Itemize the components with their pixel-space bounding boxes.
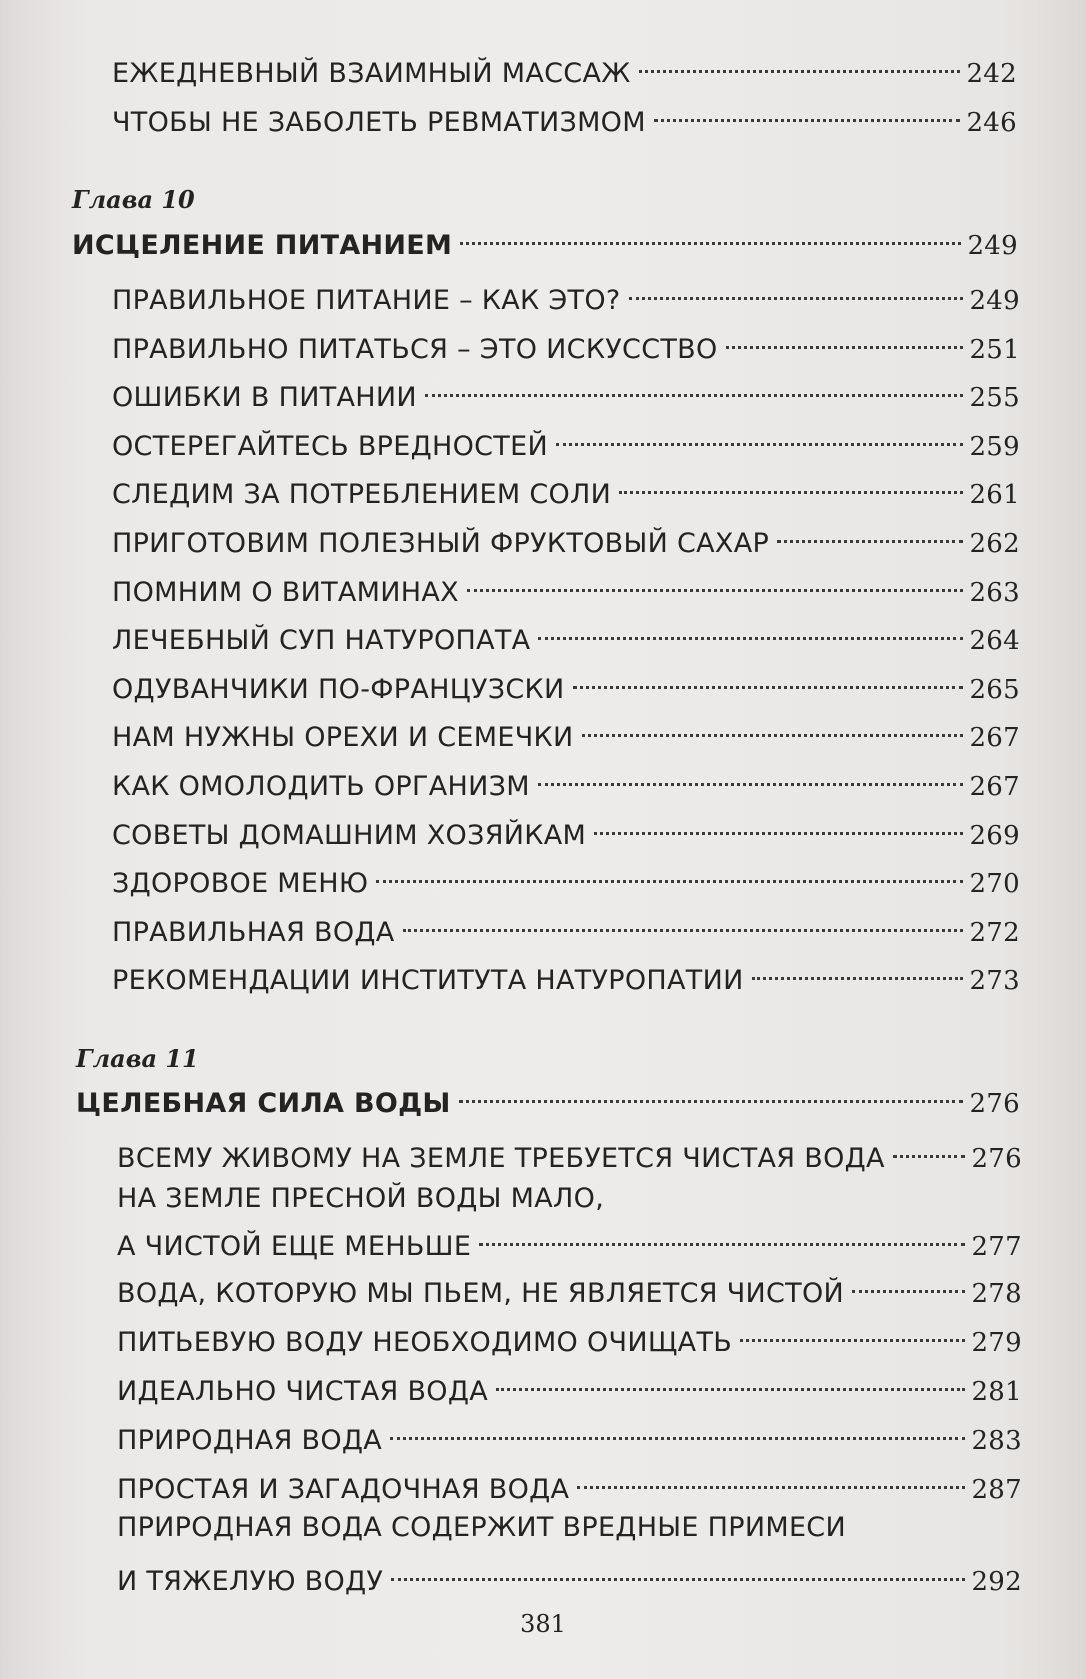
toc-entry-label: А ЧИСТОЙ ЕЩЕ МЕНЬШЕ: [117, 1231, 472, 1262]
toc-entry-label: ПОМНИМ О ВИТАМИНАХ: [112, 577, 459, 608]
toc-entry-label: ОШИБКИ В ПИТАНИИ: [112, 382, 417, 413]
leader-dots: [460, 220, 961, 254]
leader-dots: [538, 615, 963, 649]
leader-dots: [582, 712, 964, 746]
toc-entry-label: ПРИГОТОВИМ ПОЛЕЗНЫЙ ФРУКТОВЫЙ САХАР: [112, 528, 770, 559]
toc-entry-page: 272: [969, 918, 1020, 948]
toc-entry-label-line1: НА ЗЕМЛЕ ПРЕСНОЙ ВОДЫ МАЛО,: [117, 1183, 605, 1214]
leader-dots: [376, 858, 963, 892]
leader-dots: [639, 48, 961, 82]
leader-dots: [391, 1556, 965, 1590]
toc-entry-page: 265: [969, 675, 1020, 705]
toc-entry-label: И ТЯЖЕЛУЮ ВОДУ: [117, 1566, 384, 1597]
leader-dots: [740, 1317, 965, 1351]
toc-entry[interactable]: [112, 469, 1020, 512]
toc-entry-page: 276: [969, 1089, 1020, 1119]
chapter-title: ИСЦЕЛЕНИЕ ПИТАНИЕМ: [72, 230, 453, 261]
toc-entry[interactable]: [117, 1268, 1022, 1311]
toc-entry-page: 283: [971, 1426, 1022, 1456]
toc-entry-page: 261: [969, 480, 1020, 510]
leader-dots: [619, 469, 963, 503]
toc-entry[interactable]: [112, 664, 1020, 707]
toc-entry-page: 292: [971, 1567, 1022, 1597]
toc-entry-label: ПИТЬЕВУЮ ВОДУ НЕОБХОДИМО ОЧИЩАТЬ: [117, 1327, 733, 1358]
chapter-label: Глава 11: [76, 1044, 199, 1073]
toc-entry-page: 264: [969, 626, 1020, 656]
toc-entry-page: 277: [971, 1232, 1022, 1262]
toc-entry-page: 251: [969, 335, 1020, 365]
toc-entry-label: ПРАВИЛЬНОЕ ПИТАНИЕ – КАК ЭТО?: [112, 285, 621, 316]
toc-entry-label: ЧТОБЫ НЕ ЗАБОЛЕТЬ РЕВМАТИЗМОМ: [112, 107, 646, 138]
leader-dots: [893, 1133, 966, 1167]
toc-entry-label: РЕКОМЕНДАЦИИ ИНСТИТУТА НАТУРОПАТИИ: [112, 965, 744, 996]
toc-entry-page: 242: [966, 59, 1017, 89]
leader-dots: [654, 97, 961, 131]
toc-entry-page: 246: [966, 108, 1017, 138]
leader-dots: [403, 907, 964, 941]
leader-dots: [852, 1268, 965, 1302]
leader-dots: [573, 664, 964, 698]
leader-dots: [629, 275, 964, 309]
toc-entry-page: 249: [967, 231, 1018, 261]
toc-entry[interactable]: [112, 567, 1020, 610]
toc-entry[interactable]: [117, 1556, 1022, 1599]
toc-entry-page: 263: [969, 578, 1020, 608]
toc-entry[interactable]: [112, 810, 1020, 853]
toc-entry[interactable]: [112, 761, 1020, 804]
toc-entry[interactable]: [117, 1415, 1022, 1458]
toc-entry-label: КАК ОМОЛОДИТЬ ОРГАНИЗМ: [112, 771, 530, 802]
toc-entry-label: ОДУВАНЧИКИ ПО-ФРАНЦУЗСКИ: [112, 674, 565, 705]
toc-entry-page: 278: [971, 1279, 1022, 1309]
toc-entry-page: 287: [971, 1475, 1022, 1505]
toc-entry-label: ЛЕЧЕБНЫЙ СУП НАТУРОПАТА: [112, 625, 531, 656]
toc-entry-label: ПРАВИЛЬНО ПИТАТЬСЯ – ЭТО ИСКУССТВО: [112, 334, 718, 365]
toc-entry[interactable]: [112, 97, 1017, 140]
leader-dots: [594, 810, 963, 844]
toc-entry-label: НАМ НУЖНЫ ОРЕХИ И СЕМЕЧКИ: [112, 722, 574, 753]
toc-entry[interactable]: [112, 275, 1020, 318]
toc-entry-page: 269: [969, 821, 1020, 851]
toc-entry[interactable]: [117, 1464, 1022, 1507]
toc-entry[interactable]: [112, 324, 1020, 367]
leader-dots: [777, 518, 963, 552]
chapter-title: ЦЕЛЕБНАЯ СИЛА ВОДЫ: [76, 1088, 451, 1119]
chapter-title-entry[interactable]: [72, 220, 1018, 263]
leader-dots: [459, 1078, 964, 1112]
leader-dots: [538, 761, 964, 795]
toc-entry-page: 267: [969, 772, 1020, 802]
toc-entry[interactable]: [112, 372, 1020, 415]
toc-entry-label: ПРИРОДНАЯ ВОДА: [117, 1425, 383, 1456]
toc-entry-label: ВСЕМУ ЖИВОМУ НА ЗЕМЛЕ ТРЕБУЕТСЯ ЧИСТАЯ ВОДА: [117, 1143, 885, 1174]
toc-entry[interactable]: [112, 712, 1020, 755]
leader-dots: [752, 955, 964, 989]
page-number: 381: [520, 1610, 566, 1638]
toc-entry-label: ЗДОРОВОЕ МЕНЮ: [112, 868, 369, 899]
toc-entry[interactable]: [117, 1317, 1022, 1360]
toc-entry-label: СЛЕДИМ ЗА ПОТРЕБЛЕНИЕМ СОЛИ: [112, 479, 612, 510]
toc-entry-page: 267: [969, 723, 1020, 753]
toc-entry-label: ИДЕАЛЬНО ЧИСТАЯ ВОДА: [117, 1376, 488, 1407]
toc-entry[interactable]: [117, 1133, 1022, 1176]
toc-entry-page: 255: [969, 383, 1020, 413]
toc-entry-page: 279: [971, 1328, 1022, 1358]
toc-entry[interactable]: [117, 1366, 1022, 1409]
leader-dots: [390, 1415, 965, 1449]
toc-entry-page: 273: [969, 966, 1020, 996]
toc-entry[interactable]: [112, 518, 1020, 561]
toc-entry-page: 276: [971, 1144, 1022, 1174]
toc-entry-page: 281: [971, 1377, 1022, 1407]
chapter-title-entry[interactable]: [76, 1078, 1020, 1121]
toc-entry[interactable]: [112, 421, 1020, 464]
toc-entry-label: ОСТЕРЕГАЙТЕСЬ ВРЕДНОСТЕЙ: [112, 431, 548, 462]
toc-entry-label: ЕЖЕДНЕВНЫЙ ВЗАИМНЫЙ МАССАЖ: [112, 58, 631, 89]
toc-entry[interactable]: [117, 1221, 1022, 1264]
toc-entry[interactable]: [112, 858, 1020, 901]
toc-entry-label: ПРОСТАЯ И ЗАГАДОЧНАЯ ВОДА: [117, 1474, 570, 1505]
toc-entry-page: 259: [969, 432, 1020, 462]
toc-entry-label-line1: ПРИРОДНАЯ ВОДА СОДЕРЖИТ ВРЕДНЫЕ ПРИМЕСИ: [117, 1512, 846, 1543]
leader-dots: [556, 421, 964, 455]
toc-entry-page: 262: [969, 529, 1020, 559]
leader-dots: [496, 1366, 965, 1400]
toc-entry[interactable]: [112, 615, 1020, 658]
toc-entry[interactable]: [112, 48, 1017, 91]
toc-entry-label: ВОДА, КОТОРУЮ МЫ ПЬЕМ, НЕ ЯВЛЯЕТСЯ ЧИСТОЙ: [117, 1278, 845, 1309]
toc-entry-label: ПРАВИЛЬНАЯ ВОДА: [112, 917, 395, 948]
toc-entry-page: 270: [969, 869, 1020, 899]
chapter-label: Глава 10: [72, 185, 195, 214]
leader-dots: [425, 372, 964, 406]
toc-entry-page: 249: [969, 286, 1020, 316]
leader-dots: [577, 1464, 965, 1498]
leader-dots: [726, 324, 964, 358]
leader-dots: [479, 1221, 965, 1255]
toc-entry[interactable]: [112, 907, 1020, 950]
toc-entry[interactable]: [112, 955, 1020, 998]
toc-entry-label: СОВЕТЫ ДОМАШНИМ ХОЗЯЙКАМ: [112, 820, 587, 851]
leader-dots: [467, 567, 964, 601]
